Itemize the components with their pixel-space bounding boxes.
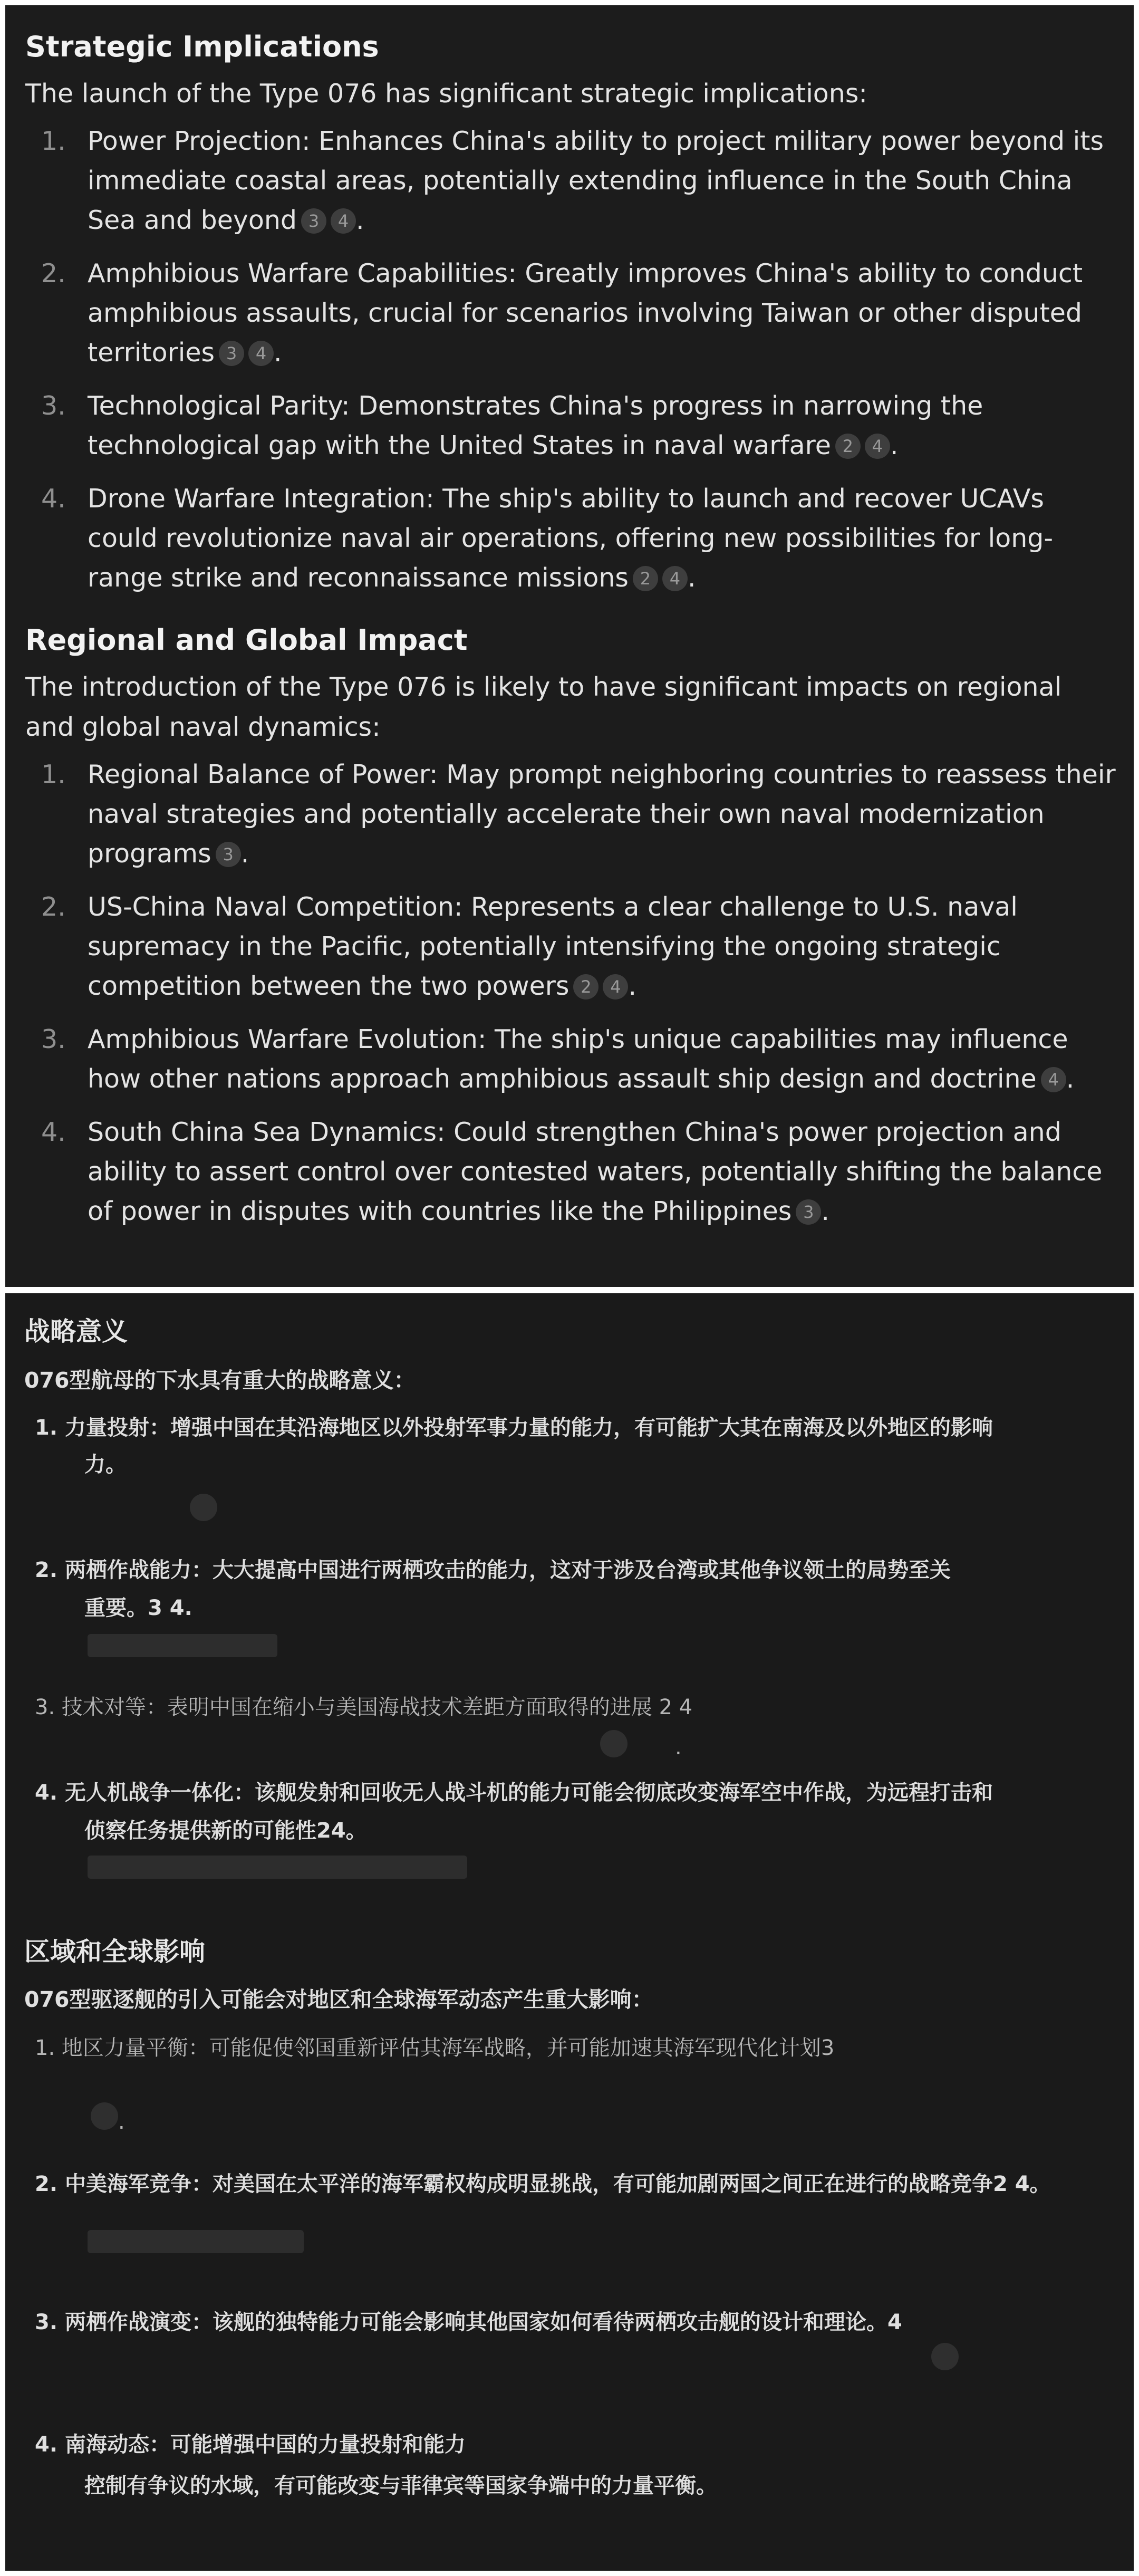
english-panel xyxy=(5,5,1134,1287)
zh-list-item xyxy=(35,1689,1111,1726)
item-number: 1. xyxy=(35,1416,58,1440)
citation-badge[interactable]: 2 xyxy=(835,434,861,459)
item-number: 4. xyxy=(41,484,66,514)
zh-list-item xyxy=(35,1409,1111,1446)
zh-item-continuation: 控制有争议的水域，有可能改变与菲律宾等国家争端中的力量平衡。 xyxy=(84,2474,717,2498)
item-number: 3. xyxy=(41,1024,66,1054)
zh-regional-heading: 区域和全球影响 xyxy=(24,1937,206,1967)
section-spacer xyxy=(25,611,1118,620)
list-item xyxy=(25,254,1118,372)
item-text: 地区力量平衡：可能促使邻国重新评估其海军战略，并可能加速其海军现代化计划3 xyxy=(61,2036,835,2060)
zh-list-item xyxy=(35,1552,1111,1589)
item-text: Amphibious Warfare Capabilities: Greatly improves China's ability to conduct amphibious assaults, crucial for scenarios involving Taiwan or other disputed territories xyxy=(88,258,1083,368)
citation-badge[interactable]: 2 xyxy=(633,566,658,591)
list-item xyxy=(25,1020,1118,1099)
item-end: . xyxy=(628,971,637,1001)
zh-item-continuation: . xyxy=(118,2110,125,2134)
citation-badge[interactable]: 4 xyxy=(248,341,274,366)
redacted-citation-blob xyxy=(91,2102,118,2130)
citation-badge[interactable]: 3 xyxy=(219,341,244,366)
citation-badge[interactable]: 2 xyxy=(573,974,599,999)
redacted-citation-blob xyxy=(931,2343,959,2370)
citation-badge[interactable]: 3 xyxy=(301,208,326,234)
citation-badge[interactable]: 3 xyxy=(796,1199,821,1225)
item-text: 两栖作战演变：该舰的独特能力可能会影响其他国家如何看待两栖攻击舰的设计和理论。4 xyxy=(64,2310,902,2334)
item-text: Regional Balance of Power: May prompt neighboring countries to reassess their naval strategies and potentially accelerate their own naval modernization programs xyxy=(88,760,1116,869)
item-text: 力量投射：增强中国在其沿海地区以外投射军事力量的能力，有可能扩大其在南海及以外地区的影响 xyxy=(64,1416,993,1440)
zh-regional-intro: 076型驱逐舰的引入可能会对地区和全球海军动态产生重大影响： xyxy=(24,1987,653,2012)
citation-badge[interactable]: 4 xyxy=(865,434,890,459)
item-number: 3. xyxy=(41,391,66,421)
list-item xyxy=(25,887,1118,1006)
redacted-placeholder-bar xyxy=(88,2230,304,2253)
zh-item-continuation: 力。 xyxy=(84,1453,127,1477)
item-number: 4. xyxy=(41,1117,66,1147)
item-text: South China Sea Dynamics: Could strengthen China's power projection and ability to assert control over contested waters, potentially shifting the balance of power in disputes with countries like the Philippines xyxy=(88,1117,1103,1226)
citation-badge[interactable]: 3 xyxy=(216,842,241,867)
item-text: Amphibious Warfare Evolution: The ship's unique capabilities may influence how other nations approach amphibious assault ship design and doctrine xyxy=(88,1024,1068,1094)
item-number: 4. xyxy=(35,2433,58,2457)
zh-list-item xyxy=(35,2030,1111,2066)
citation-badge[interactable]: 4 xyxy=(662,566,688,591)
zh-list-item xyxy=(35,1774,1111,1811)
item-end: . xyxy=(821,1196,829,1226)
citation-badge[interactable]: 4 xyxy=(331,208,356,234)
list-item xyxy=(25,479,1118,598)
zh-item-continuation: 侦察任务提供新的可能性24。 xyxy=(84,1819,367,1843)
item-number: 1. xyxy=(35,2036,55,2060)
item-text: 技术对等：表明中国在缩小与美国海战技术差距方面取得的进展 2 4 xyxy=(61,1695,693,1719)
zh-strategic-heading: 战略意义 xyxy=(24,1316,128,1347)
item-number: 2. xyxy=(41,258,66,289)
item-text: 两栖作战能力：大大提高中国进行两栖攻击的能力，这对于涉及台湾或其他争议领土的局势至关 xyxy=(64,1558,951,1582)
item-end: . xyxy=(890,430,899,460)
zh-strategic-intro: 076型航母的下水具有重大的战略意义： xyxy=(24,1368,416,1393)
regional-global-impact-list xyxy=(25,755,1118,1231)
item-text: 南海动态：可能增强中国的力量投射和能力 xyxy=(64,2433,466,2457)
item-end: . xyxy=(687,563,696,593)
item-end: . xyxy=(274,338,282,368)
item-text: 无人机战争一体化：该舰发射和回收无人战斗机的能力可能会彻底改变海军空中作战，为远程打击和 xyxy=(64,1781,993,1805)
strategic-implications-heading: Strategic Implications xyxy=(25,30,379,63)
item-text: 中美海军竞争：对美国在太平洋的海军霸权构成明显挑战，有可能加剧两国之间正在进行的战略竞争2 4。 xyxy=(64,2172,1051,2196)
item-number: 2. xyxy=(35,1558,58,1582)
citation-badge[interactable]: 4 xyxy=(603,974,628,999)
item-number: 4. xyxy=(35,1781,58,1805)
item-number: 1. xyxy=(41,760,66,790)
zh-list-item xyxy=(35,2426,1111,2463)
list-item xyxy=(25,386,1118,465)
item-number: 3. xyxy=(35,1695,55,1719)
redacted-placeholder-bar xyxy=(88,1856,467,1879)
regional-global-impact-heading: Regional and Global Impact xyxy=(25,623,468,657)
citation-badge[interactable]: 4 xyxy=(1041,1067,1066,1092)
strategic-implications-intro: The launch of the Type 076 has significant strategic implications: xyxy=(25,79,867,109)
item-number: 1. xyxy=(41,126,66,156)
item-number: 3. xyxy=(35,2310,58,2334)
strategic-implications-list xyxy=(25,121,1118,598)
item-end: . xyxy=(1066,1064,1075,1094)
list-item xyxy=(25,755,1118,873)
zh-item-continuation: 重要。3 4. xyxy=(84,1596,192,1620)
zh-list-item xyxy=(35,2304,1111,2341)
item-text: US-China Naval Competition: Represents a clear challenge to U.S. naval supremacy in the Pacific, potentially intensifying the ongoing strategic competition between the two powers xyxy=(88,892,1018,1001)
zh-item-continuation: . xyxy=(675,1735,682,1760)
list-item xyxy=(25,121,1118,240)
item-number: 2. xyxy=(35,2172,58,2196)
redacted-citation-blob xyxy=(190,1494,217,1521)
regional-global-impact-intro: The introduction of the Type 076 is likely to have significant impacts on regional and global naval dynamics: xyxy=(25,672,1062,742)
chinese-panel xyxy=(5,1293,1134,2571)
item-end: . xyxy=(240,839,249,869)
item-text: Drone Warfare Integration: The ship's ability to launch and recover UCAVs could revolutionize naval air operations, offering new possibilities for long-range strike and reconnaissance missions xyxy=(88,484,1054,593)
item-end: . xyxy=(356,205,364,235)
redacted-citation-blob xyxy=(600,1730,628,1757)
zh-list-item xyxy=(35,2166,1111,2203)
item-text: Power Projection: Enhances China's ability to project military power beyond its immediate coastal areas, potentially extending influence in the South China Sea and beyond xyxy=(88,126,1104,235)
redacted-placeholder-bar xyxy=(88,1634,277,1657)
item-text: Technological Parity: Demonstrates China's progress in narrowing the technological gap with the United States in naval warfare xyxy=(88,391,983,460)
list-item xyxy=(25,1112,1118,1231)
item-number: 2. xyxy=(41,892,66,922)
